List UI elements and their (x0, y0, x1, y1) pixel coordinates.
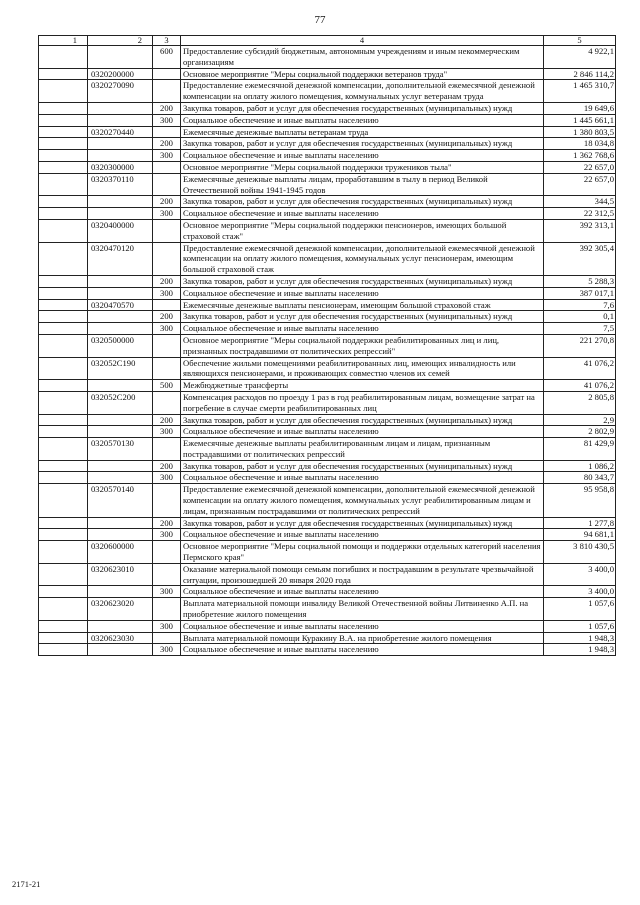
table-row (39, 126, 616, 138)
expense-type-cell: 200 (153, 517, 181, 529)
amount-cell: 4 922,1 (544, 46, 616, 69)
expense-type-cell: 300 (153, 644, 181, 656)
target-code-cell: 0320623030 (88, 632, 153, 644)
table-row (39, 438, 616, 461)
expense-type-cell: 200 (153, 414, 181, 426)
section-cell (39, 484, 88, 517)
target-code-cell (88, 323, 153, 335)
amount-cell: 1 380 803,5 (544, 126, 616, 138)
target-code-cell: 0320400000 (88, 219, 153, 242)
section-cell (39, 517, 88, 529)
section-cell (39, 357, 88, 380)
section-cell (39, 242, 88, 275)
amount-cell: 2 802,9 (544, 426, 616, 438)
expense-type-cell (153, 219, 181, 242)
target-code-cell: 0320270090 (88, 80, 153, 103)
item-name-cell: Компенсация расходов по проезду 1 раз в год реабилитированным лицам, возмещение затрат на погребение в случае смерти реабилитированных лиц (181, 391, 544, 414)
expense-type-cell (153, 161, 181, 173)
target-code-cell: 0320570130 (88, 438, 153, 461)
column-header: 1 (39, 36, 88, 46)
item-name-cell: Закупка товаров, работ и услуг для обеспечения государственных (муниципальных) нужд (181, 414, 544, 426)
item-name-cell: Социальное обеспечение и иные выплаты населению (181, 114, 544, 126)
section-cell (39, 102, 88, 114)
table-row (39, 563, 616, 586)
table-row (39, 426, 616, 438)
expense-type-cell (153, 438, 181, 461)
item-name-cell: Социальное обеспечение и иные выплаты населению (181, 620, 544, 632)
section-cell (39, 380, 88, 392)
table-row (39, 460, 616, 472)
section-cell (39, 323, 88, 335)
target-code-cell: 0320623020 (88, 598, 153, 621)
table-row (39, 598, 616, 621)
table-body (39, 46, 616, 656)
item-name-cell: Социальное обеспечение и иные выплаты населению (181, 586, 544, 598)
table-row (39, 334, 616, 357)
item-name-cell: Ежемесячные денежные выплаты ветеранам труда (181, 126, 544, 138)
section-cell (39, 196, 88, 208)
section-cell (39, 414, 88, 426)
amount-cell: 7,6 (544, 299, 616, 311)
section-cell (39, 460, 88, 472)
section-cell (39, 426, 88, 438)
section-cell (39, 299, 88, 311)
column-header: 5 (544, 36, 616, 46)
amount-cell: 1 057,6 (544, 598, 616, 621)
target-code-cell: 0320623010 (88, 563, 153, 586)
table-row (39, 529, 616, 541)
target-code-cell: 0320270440 (88, 126, 153, 138)
expense-type-cell (153, 391, 181, 414)
table-row (39, 173, 616, 196)
item-name-cell: Закупка товаров, работ и услуг для обеспечения государственных (муниципальных) нужд (181, 311, 544, 323)
section-cell (39, 161, 88, 173)
amount-cell: 41 076,2 (544, 380, 616, 392)
section-cell (39, 632, 88, 644)
target-code-cell (88, 472, 153, 484)
table-row (39, 632, 616, 644)
expense-type-cell (153, 242, 181, 275)
target-code-cell: 032052С190 (88, 357, 153, 380)
target-code-cell (88, 517, 153, 529)
amount-cell: 19 649,6 (544, 102, 616, 114)
target-code-cell (88, 414, 153, 426)
expense-type-cell: 200 (153, 460, 181, 472)
expense-type-cell: 300 (153, 472, 181, 484)
section-cell (39, 46, 88, 69)
table-row (39, 541, 616, 564)
target-code-cell (88, 311, 153, 323)
amount-cell: 22 657,0 (544, 173, 616, 196)
target-code-cell (88, 426, 153, 438)
amount-cell: 3 400,0 (544, 586, 616, 598)
amount-cell: 392 313,1 (544, 219, 616, 242)
item-name-cell: Предоставление ежемесячной денежной компенсации, дополнительной ежемесячной денежной компенсации на оплату жилого помещения, коммунальных услуг ветеранам труда (181, 80, 544, 103)
section-cell (39, 586, 88, 598)
item-name-cell: Основное мероприятие "Меры социальной поддержки ветеранов труда" (181, 68, 544, 80)
expense-type-cell: 300 (153, 426, 181, 438)
expense-type-cell: 600 (153, 46, 181, 69)
item-name-cell: Основное мероприятие "Меры социальной поддержки тружеников тыла" (181, 161, 544, 173)
target-code-cell (88, 644, 153, 656)
page-number: 77 (314, 14, 326, 26)
item-name-cell: Закупка товаров, работ и услуг для обеспечения государственных (муниципальных) нужд (181, 138, 544, 150)
target-code-cell (88, 138, 153, 150)
section-cell (39, 126, 88, 138)
section-cell (39, 311, 88, 323)
amount-cell: 1 057,6 (544, 620, 616, 632)
item-name-cell: Предоставление ежемесячной денежной компенсации, дополнительной ежемесячной денежной компенсации на оплату жилого помещения, коммунальных услуг пенсионерам, имеющим большой страховой стаж (181, 242, 544, 275)
amount-cell: 3 810 430,5 (544, 541, 616, 564)
target-code-cell (88, 287, 153, 299)
table-row (39, 102, 616, 114)
expense-type-cell: 200 (153, 275, 181, 287)
section-cell (39, 150, 88, 162)
table-row (39, 208, 616, 220)
table-row (39, 287, 616, 299)
target-code-cell: 0320570140 (88, 484, 153, 517)
section-cell (39, 620, 88, 632)
target-code-cell (88, 380, 153, 392)
amount-cell: 392 305,4 (544, 242, 616, 275)
item-name-cell: Основное мероприятие "Меры социальной помощи и поддержки отдельных категорий населения Пермского края" (181, 541, 544, 564)
table-row (39, 219, 616, 242)
amount-cell: 1 465 310,7 (544, 80, 616, 103)
expense-type-cell (153, 357, 181, 380)
item-name-cell: Социальное обеспечение и иные выплаты населению (181, 287, 544, 299)
table-row (39, 80, 616, 103)
table-row (39, 472, 616, 484)
section-cell (39, 438, 88, 461)
table-row (39, 391, 616, 414)
item-name-cell: Социальное обеспечение и иные выплаты населению (181, 644, 544, 656)
expense-type-cell (153, 632, 181, 644)
target-code-cell: 0320500000 (88, 334, 153, 357)
target-code-cell: 0320600000 (88, 541, 153, 564)
item-name-cell: Социальное обеспечение и иные выплаты населению (181, 150, 544, 162)
table-row (39, 414, 616, 426)
expense-type-cell (153, 598, 181, 621)
section-cell (39, 391, 88, 414)
section-cell (39, 219, 88, 242)
table-row (39, 138, 616, 150)
amount-cell: 0,1 (544, 311, 616, 323)
amount-cell: 95 958,8 (544, 484, 616, 517)
amount-cell: 3 400,0 (544, 563, 616, 586)
item-name-cell: Ежемесячные денежные выплаты реабилитированным лицам и лицам, признанным пострадавшими от политических репрессий (181, 438, 544, 461)
table-row (39, 484, 616, 517)
section-cell (39, 138, 88, 150)
section-cell (39, 529, 88, 541)
target-code-cell (88, 529, 153, 541)
item-name-cell: Социальное обеспечение и иные выплаты населению (181, 426, 544, 438)
amount-cell: 344,5 (544, 196, 616, 208)
expense-type-cell (153, 68, 181, 80)
amount-cell: 41 076,2 (544, 357, 616, 380)
section-cell (39, 287, 88, 299)
expense-type-cell: 300 (153, 114, 181, 126)
table-row (39, 586, 616, 598)
amount-cell: 22 312,5 (544, 208, 616, 220)
amount-cell: 1 086,2 (544, 460, 616, 472)
item-name-cell: Обеспечение жильми помещениями реабилитированных лиц, имеющих инвалидность или являющихся пенсионерами, и проживающих совместно членов их семей (181, 357, 544, 380)
amount-cell: 18 034,8 (544, 138, 616, 150)
expense-type-cell (153, 541, 181, 564)
section-cell (39, 68, 88, 80)
amount-cell: 2,9 (544, 414, 616, 426)
table-row (39, 275, 616, 287)
item-name-cell: Социальное обеспечение и иные выплаты населению (181, 323, 544, 335)
expense-type-cell: 200 (153, 196, 181, 208)
item-name-cell: Закупка товаров, работ и услуг для обеспечения государственных (муниципальных) нужд (181, 196, 544, 208)
amount-cell: 1 948,3 (544, 632, 616, 644)
target-code-cell (88, 460, 153, 472)
target-code-cell (88, 46, 153, 69)
budget-table (38, 35, 616, 656)
section-cell (39, 644, 88, 656)
section-cell (39, 80, 88, 103)
table-row (39, 380, 616, 392)
expense-type-cell: 500 (153, 380, 181, 392)
item-name-cell: Предоставление ежемесячной денежной компенсации, дополнительной ежемесячной денежной компенсации на оплату жилого помещения, коммунальных услуг реабилитированным лицам и лицам, признанным пострадавшими от политических репрессий (181, 484, 544, 517)
item-name-cell: Основное мероприятие "Меры социальной поддержки пенсионеров, имеющих большой страховой стаж" (181, 219, 544, 242)
amount-cell: 2 846 114,2 (544, 68, 616, 80)
table-row (39, 46, 616, 69)
item-name-cell: Выплата материальной помощи Куракину В.А. на приобретение жилого помещения (181, 632, 544, 644)
amount-cell: 5 288,3 (544, 275, 616, 287)
expense-type-cell: 300 (153, 586, 181, 598)
table-row (39, 323, 616, 335)
target-code-cell (88, 196, 153, 208)
expense-type-cell (153, 126, 181, 138)
table-row (39, 242, 616, 275)
amount-cell: 7,5 (544, 323, 616, 335)
target-code-cell (88, 620, 153, 632)
table-row (39, 311, 616, 323)
section-cell (39, 563, 88, 586)
target-code-cell (88, 275, 153, 287)
expense-type-cell: 200 (153, 102, 181, 114)
target-code-cell: 0320470120 (88, 242, 153, 275)
amount-cell: 94 681,1 (544, 529, 616, 541)
amount-cell: 221 270,8 (544, 334, 616, 357)
table-row (39, 357, 616, 380)
expense-type-cell: 200 (153, 311, 181, 323)
footer-code: 2171-21 (12, 879, 41, 889)
section-cell (39, 114, 88, 126)
column-header: 4 (181, 36, 544, 46)
expense-type-cell: 200 (153, 138, 181, 150)
target-code-cell: 0320200000 (88, 68, 153, 80)
target-code-cell (88, 102, 153, 114)
table-row (39, 620, 616, 632)
target-code-cell: 0320300000 (88, 161, 153, 173)
item-name-cell: Предоставление субсидий бюджетным, автономным учреждениям и иным некоммерческим организациям (181, 46, 544, 69)
target-code-cell: 0320470570 (88, 299, 153, 311)
item-name-cell: Ежемесячные денежные выплаты лицам, проработавшим в тылу в период Великой Отечественной войны 1941-1945 годов (181, 173, 544, 196)
expense-type-cell: 300 (153, 323, 181, 335)
expense-type-cell (153, 80, 181, 103)
expense-type-cell: 300 (153, 150, 181, 162)
table-row (39, 114, 616, 126)
table-row (39, 517, 616, 529)
target-code-cell (88, 150, 153, 162)
section-cell (39, 173, 88, 196)
section-cell (39, 275, 88, 287)
item-name-cell: Оказание материальной помощи семьям погибших и пострадавшим в результате чрезвычайной ситуации, произошедшей 20 января 2020 года (181, 563, 544, 586)
table-row (39, 299, 616, 311)
target-code-cell (88, 586, 153, 598)
amount-cell: 1 948,3 (544, 644, 616, 656)
item-name-cell: Закупка товаров, работ и услуг для обеспечения государственных (муниципальных) нужд (181, 102, 544, 114)
section-cell (39, 598, 88, 621)
expense-type-cell (153, 299, 181, 311)
amount-cell: 2 805,8 (544, 391, 616, 414)
item-name-cell: Основное мероприятие "Меры социальной поддержки реабилитированных лиц и лиц, признанных пострадавшими от политических репрессий" (181, 334, 544, 357)
expense-type-cell (153, 563, 181, 586)
section-cell (39, 334, 88, 357)
item-name-cell: Выплата материальной помощи инвалиду Великой Отечественной войны Литвиненко А.П. на приобретение жилого помещения (181, 598, 544, 621)
table-row (39, 68, 616, 80)
section-cell (39, 208, 88, 220)
target-code-cell (88, 208, 153, 220)
table-row (39, 644, 616, 656)
item-name-cell: Социальное обеспечение и иные выплаты населению (181, 472, 544, 484)
table-row (39, 161, 616, 173)
column-header: 3 (153, 36, 181, 46)
amount-cell: 1 362 768,6 (544, 150, 616, 162)
amount-cell: 1 277,8 (544, 517, 616, 529)
amount-cell: 1 445 661,1 (544, 114, 616, 126)
target-code-cell (88, 114, 153, 126)
section-cell (39, 541, 88, 564)
amount-cell: 81 429,9 (544, 438, 616, 461)
expense-type-cell: 300 (153, 529, 181, 541)
table-row (39, 196, 616, 208)
amount-cell: 387 017,1 (544, 287, 616, 299)
item-name-cell: Социальное обеспечение и иные выплаты населению (181, 208, 544, 220)
expense-type-cell: 300 (153, 287, 181, 299)
expense-type-cell: 300 (153, 208, 181, 220)
item-name-cell: Закупка товаров, работ и услуг для обеспечения государственных (муниципальных) нужд (181, 275, 544, 287)
item-name-cell: Ежемесячные денежные выплаты пенсионерам, имеющим большой страховой стаж (181, 299, 544, 311)
column-number-row (39, 36, 616, 46)
expense-type-cell (153, 334, 181, 357)
target-code-cell: 032052С200 (88, 391, 153, 414)
expense-type-cell (153, 484, 181, 517)
item-name-cell: Закупка товаров, работ и услуг для обеспечения государственных (муниципальных) нужд (181, 460, 544, 472)
expense-type-cell: 300 (153, 620, 181, 632)
table-row (39, 150, 616, 162)
section-cell (39, 472, 88, 484)
amount-cell: 80 343,7 (544, 472, 616, 484)
item-name-cell: Закупка товаров, работ и услуг для обеспечения государственных (муниципальных) нужд (181, 517, 544, 529)
target-code-cell: 0320370110 (88, 173, 153, 196)
column-header: 2 (88, 36, 153, 46)
item-name-cell: Социальное обеспечение и иные выплаты населению (181, 529, 544, 541)
expense-type-cell (153, 173, 181, 196)
amount-cell: 22 657,0 (544, 161, 616, 173)
item-name-cell: Межбюджетные трансферты (181, 380, 544, 392)
